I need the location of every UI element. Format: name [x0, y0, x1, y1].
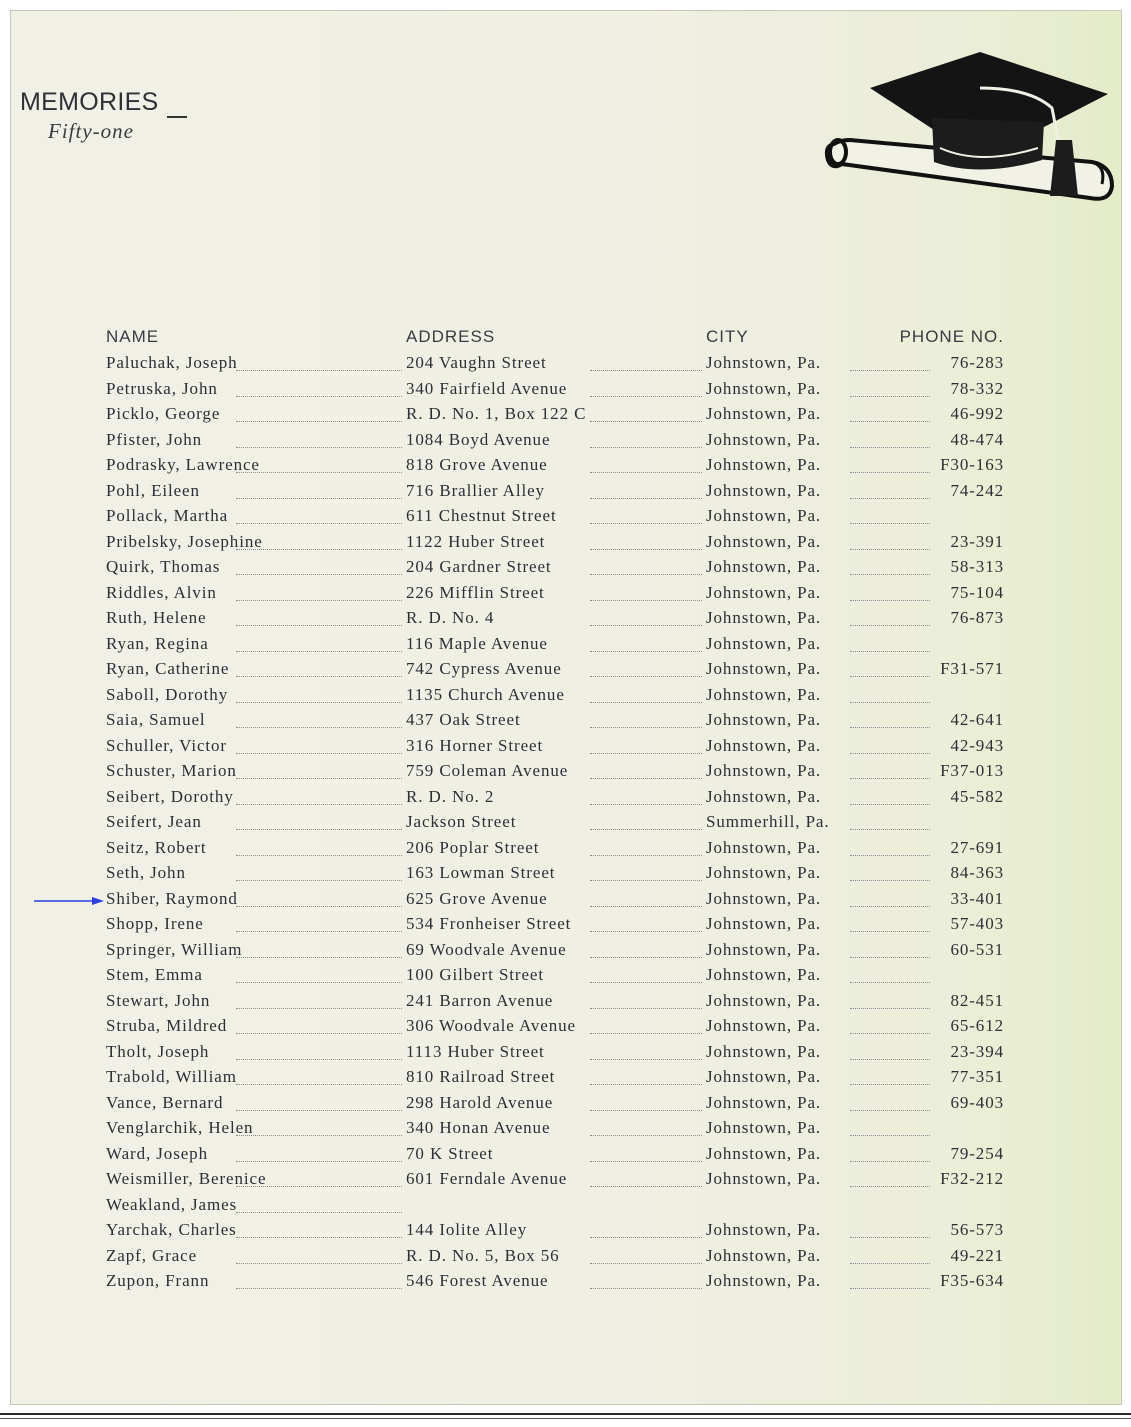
- entry-name: Vance, Bernard: [106, 1092, 224, 1112]
- entry-address: 306 Woodvale Avenue: [406, 1016, 576, 1035]
- entry-city: Johnstown, Pa.: [706, 378, 822, 398]
- leader-dots: [850, 778, 930, 779]
- entry-address: 70 K Street: [406, 1143, 494, 1163]
- leader-dots: [590, 1135, 702, 1136]
- entry-city: Johnstown, Pa.: [706, 1041, 822, 1061]
- entry-phone: 76-283: [950, 353, 1004, 372]
- entry-address: 69 Woodvale Avenue: [406, 939, 567, 959]
- leader-dots: [590, 906, 702, 907]
- leader-dots: [590, 1237, 702, 1238]
- leader-dots: [850, 1008, 930, 1009]
- entry-city: Johnstown, Pa.: [706, 404, 822, 423]
- entry-name: Paluchak, Joseph: [106, 353, 238, 372]
- entry-address: 298 Harold Avenue: [406, 1092, 554, 1112]
- leader-dots: [590, 1059, 702, 1060]
- entry-phone: 82-451: [950, 990, 1004, 1010]
- entry-name: Venglarchik, Helen: [106, 1118, 254, 1137]
- list-item: [0, 1041, 1131, 1067]
- entry-name: Ryan, Regina: [106, 633, 209, 653]
- entry-address: 601 Ferndale Avenue: [406, 1169, 568, 1188]
- entry-address: 534 Fronheiser Street: [406, 914, 572, 933]
- entry-city: Johnstown, Pa.: [706, 965, 822, 984]
- entry-city: Johnstown, Pa.: [706, 735, 822, 755]
- leader-dots: [590, 651, 702, 652]
- leader-dots: [236, 472, 402, 473]
- entry-phone: 49-221: [950, 1245, 1004, 1265]
- list-item: [0, 786, 1131, 812]
- entry-city: Johnstown, Pa.: [706, 1143, 822, 1163]
- leader-dots: [850, 702, 930, 703]
- entry-address: R. D. No. 2: [406, 786, 495, 806]
- leader-dots: [236, 1110, 402, 1111]
- entry-address: 1084 Boyd Avenue: [406, 429, 551, 449]
- entry-name: Weakland, James: [106, 1194, 238, 1214]
- entry-city: Johnstown, Pa.: [706, 914, 822, 933]
- leader-dots: [850, 651, 930, 652]
- entry-address: 116 Maple Avenue: [406, 633, 548, 653]
- leader-dots: [236, 931, 402, 932]
- list-item: [0, 429, 1131, 455]
- entry-name: Riddles, Alvin: [106, 582, 217, 602]
- leader-dots: [590, 880, 702, 881]
- leader-dots: [236, 1033, 402, 1034]
- leader-dots: [236, 880, 402, 881]
- entry-name: Ruth, Helene: [106, 608, 207, 627]
- entry-city: Johnstown, Pa.: [706, 761, 822, 780]
- entry-phone: F32-212: [940, 1169, 1004, 1188]
- entry-name: Seifert, Jean: [106, 812, 202, 831]
- leader-dots: [236, 906, 402, 907]
- list-item: [0, 352, 1131, 378]
- leader-dots: [850, 600, 930, 601]
- entry-city: Johnstown, Pa.: [706, 1271, 822, 1290]
- list-item: [0, 1143, 1131, 1169]
- list-item: [0, 505, 1131, 531]
- leader-dots: [236, 651, 402, 652]
- leader-dots: [590, 447, 702, 448]
- leader-dots: [850, 447, 930, 448]
- leader-dots: [590, 370, 702, 371]
- leader-dots: [850, 1059, 930, 1060]
- list-item: [0, 811, 1131, 837]
- leader-dots: [236, 1135, 402, 1136]
- entry-city: Johnstown, Pa.: [706, 1245, 822, 1265]
- list-item: [0, 990, 1131, 1016]
- entry-city: Johnstown, Pa.: [706, 990, 822, 1010]
- entry-name: Struba, Mildred: [106, 1016, 228, 1035]
- leader-dots: [236, 498, 402, 499]
- leader-dots: [590, 778, 702, 779]
- entry-phone: 74-242: [950, 480, 1004, 500]
- leader-dots: [236, 1263, 402, 1264]
- leader-dots: [236, 625, 402, 626]
- column-header-phone: PHONE NO.: [899, 327, 1004, 346]
- entry-name: Saboll, Dorothy: [106, 684, 229, 704]
- entry-phone: 42-641: [950, 710, 1004, 729]
- title-dash: [167, 116, 187, 118]
- entry-city: Johnstown, Pa.: [706, 710, 822, 729]
- entry-city: Johnstown, Pa.: [706, 531, 822, 551]
- list-item: [0, 582, 1131, 608]
- entry-address: 437 Oak Street: [406, 710, 521, 729]
- entry-address: 810 Railroad Street: [406, 1067, 556, 1086]
- entry-phone: 27-691: [950, 837, 1004, 857]
- leader-dots: [236, 727, 402, 728]
- list-item: [0, 1168, 1131, 1194]
- leader-dots: [236, 957, 402, 958]
- entry-name: Yarchak, Charles: [106, 1220, 237, 1239]
- list-item: [0, 684, 1131, 710]
- entry-city: Johnstown, Pa.: [706, 429, 822, 449]
- leader-dots: [590, 1110, 702, 1111]
- entry-city: Johnstown, Pa.: [706, 1016, 822, 1035]
- entry-phone: F37-013: [940, 761, 1004, 780]
- entry-city: Johnstown, Pa.: [706, 1169, 822, 1188]
- list-item: [0, 709, 1131, 735]
- leader-dots: [236, 982, 402, 983]
- entry-name: Seth, John: [106, 863, 186, 882]
- leader-dots: [236, 1288, 402, 1289]
- entry-name: Pfister, John: [106, 429, 203, 449]
- entry-city: Johnstown, Pa.: [706, 608, 822, 627]
- list-item: [0, 454, 1131, 480]
- entry-address: 241 Barron Avenue: [406, 990, 554, 1010]
- entry-address: R. D. No. 1, Box 122 C: [406, 404, 587, 423]
- list-item: [0, 939, 1131, 965]
- leader-dots: [850, 1186, 930, 1187]
- leader-dots: [236, 421, 402, 422]
- entry-name: Pollack, Martha: [106, 506, 229, 525]
- entry-phone: 42-943: [950, 735, 1004, 755]
- entry-address: 204 Gardner Street: [406, 557, 552, 576]
- entry-phone: 23-394: [950, 1041, 1004, 1061]
- entry-name: Stewart, John: [106, 990, 211, 1010]
- list-item: [0, 403, 1131, 429]
- entry-name: Shiber, Raymond: [106, 888, 238, 908]
- leader-dots: [850, 931, 930, 932]
- list-item: [0, 1015, 1131, 1041]
- entry-phone: F31-571: [940, 659, 1004, 678]
- leader-dots: [850, 804, 930, 805]
- entry-phone: 45-582: [950, 786, 1004, 806]
- list-item: [0, 1219, 1131, 1245]
- leader-dots: [850, 753, 930, 754]
- entry-city: Johnstown, Pa.: [706, 1067, 822, 1086]
- entry-phone: 75-104: [950, 582, 1004, 602]
- leader-dots: [850, 1263, 930, 1264]
- list-item: [0, 378, 1131, 404]
- leader-dots: [850, 1110, 930, 1111]
- leader-dots: [236, 855, 402, 856]
- entry-phone: 78-332: [950, 378, 1004, 398]
- entry-city: Johnstown, Pa.: [706, 659, 822, 678]
- entry-address: 226 Mifflin Street: [406, 582, 545, 602]
- leader-dots: [850, 396, 930, 397]
- leader-dots: [236, 1008, 402, 1009]
- leader-dots: [236, 523, 402, 524]
- leader-dots: [850, 829, 930, 830]
- entry-address: 144 Iolite Alley: [406, 1220, 528, 1239]
- leader-dots: [590, 982, 702, 983]
- leader-dots: [590, 1186, 702, 1187]
- leader-dots: [236, 778, 402, 779]
- leader-dots: [236, 1161, 402, 1162]
- leader-dots: [850, 957, 930, 958]
- entry-address: R. D. No. 5, Box 56: [406, 1245, 560, 1265]
- entry-phone: 56-573: [950, 1220, 1004, 1239]
- entry-address: 546 Forest Avenue: [406, 1271, 549, 1290]
- page-subtitle: Fifty-one: [48, 119, 134, 143]
- list-item: [0, 888, 1131, 914]
- list-item: [0, 1092, 1131, 1118]
- list-item: [0, 556, 1131, 582]
- leader-dots: [590, 421, 702, 422]
- entry-address: 1122 Huber Street: [406, 531, 546, 551]
- leader-dots: [236, 1212, 402, 1213]
- entry-phone: 65-612: [950, 1016, 1004, 1035]
- entry-name: Stem, Emma: [106, 965, 203, 984]
- entry-phone: 57-403: [950, 914, 1004, 933]
- leader-dots: [590, 676, 702, 677]
- leader-dots: [850, 523, 930, 524]
- leader-dots: [590, 498, 702, 499]
- entry-name: Springer, William: [106, 939, 243, 959]
- entry-address: 340 Honan Avenue: [406, 1118, 551, 1137]
- entry-address: 611 Chestnut Street: [406, 506, 557, 525]
- entry-city: Johnstown, Pa.: [706, 1118, 822, 1137]
- entry-name: Picklo, George: [106, 404, 221, 423]
- bottom-rule: [0, 1413, 1131, 1415]
- entry-name: Pribelsky, Josephine: [106, 531, 263, 551]
- page-title: MEMORIES: [20, 88, 159, 116]
- entry-city: Johnstown, Pa.: [706, 480, 822, 500]
- entry-name: Pohl, Eileen: [106, 480, 200, 500]
- leader-dots: [850, 1084, 930, 1085]
- entry-address: 818 Grove Avenue: [406, 455, 548, 474]
- entry-name: Schuster, Marion: [106, 761, 237, 780]
- leader-dots: [590, 829, 702, 830]
- list-item: [0, 1066, 1131, 1092]
- leader-dots: [236, 702, 402, 703]
- entry-address: Jackson Street: [406, 812, 517, 831]
- entry-city: Johnstown, Pa.: [706, 633, 822, 653]
- leader-dots: [590, 855, 702, 856]
- leader-dots: [236, 829, 402, 830]
- entry-city: Johnstown, Pa.: [706, 939, 822, 959]
- entry-address: R. D. No. 4: [406, 608, 495, 627]
- entry-phone: 77-351: [950, 1067, 1004, 1086]
- column-header-city: CITY: [706, 327, 749, 346]
- entry-address: 1135 Church Avenue: [406, 684, 565, 704]
- leader-dots: [850, 1135, 930, 1136]
- entry-phone: 58-313: [950, 557, 1004, 576]
- list-item: [0, 760, 1131, 786]
- leader-dots: [590, 1084, 702, 1085]
- list-item: [0, 480, 1131, 506]
- leader-dots: [850, 880, 930, 881]
- list-item: [0, 1245, 1131, 1271]
- leader-dots: [850, 574, 930, 575]
- entry-name: Ryan, Catherine: [106, 659, 230, 678]
- leader-dots: [590, 600, 702, 601]
- leader-dots: [850, 472, 930, 473]
- entry-phone: 79-254: [950, 1143, 1004, 1163]
- entry-phone: 33-401: [950, 888, 1004, 908]
- leader-dots: [590, 625, 702, 626]
- leader-dots: [590, 1263, 702, 1264]
- entry-city: Johnstown, Pa.: [706, 455, 822, 474]
- leader-dots: [590, 1161, 702, 1162]
- entry-phone: F35-634: [940, 1271, 1004, 1290]
- leader-dots: [590, 472, 702, 473]
- list-item: [0, 1194, 1131, 1220]
- list-item: [0, 862, 1131, 888]
- list-item: [0, 658, 1131, 684]
- leader-dots: [236, 1186, 402, 1187]
- leader-dots: [850, 1033, 930, 1034]
- leader-dots: [236, 600, 402, 601]
- column-header-address: ADDRESS: [406, 327, 496, 346]
- leader-dots: [590, 574, 702, 575]
- arrow-right-icon: [34, 897, 106, 905]
- leader-dots: [850, 676, 930, 677]
- entry-phone: 76-873: [950, 608, 1004, 627]
- leader-dots: [236, 447, 402, 448]
- leader-dots: [850, 1288, 930, 1289]
- leader-dots: [236, 396, 402, 397]
- leader-dots: [590, 396, 702, 397]
- leader-dots: [590, 523, 702, 524]
- list-item: [0, 1270, 1131, 1296]
- entry-name: Podrasky, Lawrence: [106, 455, 260, 474]
- list-item: [0, 607, 1131, 633]
- list-item: [0, 531, 1131, 557]
- leader-dots: [236, 1084, 402, 1085]
- leader-dots: [850, 1161, 930, 1162]
- leader-dots: [590, 931, 702, 932]
- leader-dots: [236, 574, 402, 575]
- entry-city: Johnstown, Pa.: [706, 837, 822, 857]
- leader-dots: [236, 370, 402, 371]
- graduation-cap-diploma-icon: [820, 48, 1120, 208]
- entry-city: Johnstown, Pa.: [706, 888, 822, 908]
- entry-city: Johnstown, Pa.: [706, 1220, 822, 1239]
- leader-dots: [236, 804, 402, 805]
- leader-dots: [850, 906, 930, 907]
- entry-name: Ward, Joseph: [106, 1143, 208, 1163]
- leader-dots: [850, 982, 930, 983]
- leader-dots: [850, 727, 930, 728]
- entry-name: Weismiller, Berenice: [106, 1169, 267, 1188]
- leader-dots: [590, 1033, 702, 1034]
- entry-name: Zupon, Frann: [106, 1271, 210, 1290]
- entry-address: 716 Brallier Alley: [406, 480, 545, 500]
- entry-phone: 46-992: [950, 404, 1004, 423]
- entry-address: 163 Lowman Street: [406, 863, 556, 882]
- leader-dots: [850, 1237, 930, 1238]
- list-item: [0, 964, 1131, 990]
- entry-city: Johnstown, Pa.: [706, 353, 822, 372]
- entry-phone: 84-363: [950, 863, 1004, 882]
- leader-dots: [850, 370, 930, 371]
- leader-dots: [236, 1237, 402, 1238]
- list-item: [0, 1117, 1131, 1143]
- list-item: [0, 837, 1131, 863]
- entry-city: Johnstown, Pa.: [706, 506, 822, 525]
- leader-dots: [236, 1059, 402, 1060]
- entry-name: Zapf, Grace: [106, 1245, 198, 1265]
- column-header-name: NAME: [106, 327, 160, 346]
- leader-dots: [850, 625, 930, 626]
- directory-list: [0, 352, 1131, 1296]
- leader-dots: [850, 498, 930, 499]
- leader-dots: [590, 957, 702, 958]
- leader-dots: [590, 549, 702, 550]
- leader-dots: [236, 676, 402, 677]
- leader-dots: [590, 804, 702, 805]
- entry-address: 100 Gilbert Street: [406, 965, 545, 984]
- leader-dots: [236, 549, 402, 550]
- entry-phone: 48-474: [950, 429, 1004, 449]
- entry-city: Johnstown, Pa.: [706, 863, 822, 882]
- entry-city: Johnstown, Pa.: [706, 557, 822, 576]
- leader-dots: [850, 855, 930, 856]
- entry-address: 625 Grove Avenue: [406, 888, 548, 908]
- entry-address: 759 Coleman Avenue: [406, 761, 569, 780]
- entry-city: Johnstown, Pa.: [706, 582, 822, 602]
- entry-address: 742 Cypress Avenue: [406, 659, 562, 678]
- entry-city: Summerhill, Pa.: [706, 812, 830, 831]
- leader-dots: [590, 1008, 702, 1009]
- entry-address: 206 Poplar Street: [406, 837, 540, 857]
- entry-phone: 60-531: [950, 939, 1004, 959]
- leader-dots: [590, 702, 702, 703]
- entry-phone: 23-391: [950, 531, 1004, 551]
- bottom-rule-thin: [0, 1418, 1131, 1419]
- list-item: [0, 735, 1131, 761]
- entry-name: Trabold, William: [106, 1067, 237, 1086]
- entry-name: Seibert, Dorothy: [106, 786, 234, 806]
- entry-address: 1113 Huber Street: [406, 1041, 545, 1061]
- entry-name: Petruska, John: [106, 378, 218, 398]
- entry-name: Tholt, Joseph: [106, 1041, 210, 1061]
- list-item: [0, 633, 1131, 659]
- entry-city: Johnstown, Pa.: [706, 684, 822, 704]
- leader-dots: [590, 1288, 702, 1289]
- leader-dots: [236, 753, 402, 754]
- entry-address: 204 Vaughn Street: [406, 353, 547, 372]
- leader-dots: [590, 727, 702, 728]
- entry-address: 340 Fairfield Avenue: [406, 378, 568, 398]
- leader-dots: [850, 549, 930, 550]
- leader-dots: [850, 421, 930, 422]
- entry-name: Quirk, Thomas: [106, 557, 221, 576]
- entry-name: Saia, Samuel: [106, 710, 206, 729]
- entry-phone: 69-403: [950, 1092, 1004, 1112]
- entry-city: Johnstown, Pa.: [706, 1092, 822, 1112]
- entry-name: Schuller, Victor: [106, 735, 227, 755]
- entry-name: Seitz, Robert: [106, 837, 207, 857]
- entry-city: Johnstown, Pa.: [706, 786, 822, 806]
- entry-name: Shopp, Irene: [106, 914, 204, 933]
- list-item: [0, 913, 1131, 939]
- entry-address: 316 Horner Street: [406, 735, 544, 755]
- entry-phone: F30-163: [940, 455, 1004, 474]
- leader-dots: [590, 753, 702, 754]
